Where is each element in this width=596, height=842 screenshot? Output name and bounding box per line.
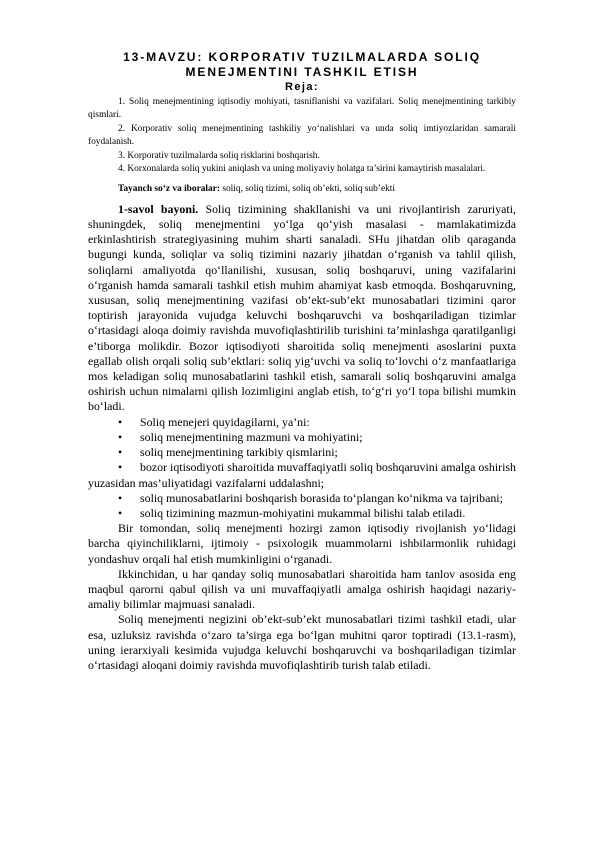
plan-item: 1. Soliq menejmentining iqtisodiy mohiyati, tasniflanishi va vazifalari. Soliq menejmentining tarkibiy qismlari. [88, 97, 516, 121]
bullet-text: soliq munosabatlarini boshqarish borasida to‘plangan ko‘nikma va tajribani; [140, 490, 503, 505]
bullet-item [88, 506, 516, 521]
title-line-2: MENEJMENTINI TASHKIL ETISH [185, 65, 419, 79]
bullet-item [88, 415, 516, 430]
plan-list [88, 96, 516, 176]
keywords-text: soliq, soliq tizimi, soliq ob’ekti, soliq sub’ekti [220, 184, 395, 195]
body-paragraph: Bir tomondan, soliq menejmenti hozirgi zamon iqtisodiy rivojlanish yo‘lidagi barcha qiyinchiliklarni, ijtimoiy - psixologik muammolarni ishbilarmonlik ruhidagi yondashuv orqali hal etish mumkinligini o‘rganadi. [88, 521, 516, 566]
bullet-text: bozor iqtisodiyoti sharoitida muvaffaqiyatli soliq boshqaruvini amalga oshirish yuzasidan mas’uliyatidagi vazifalarni uddalashni; [88, 460, 516, 490]
title-line-1: 13-MAVZU: KORPORATIV TUZILMALARDA SOLIQ [123, 50, 481, 64]
plan-item: 2. Korporativ soliq menejmentining tashkiliy yo‘nalishlari va unda soliq imtiyozlaridan samarali foydalanish. [88, 123, 516, 148]
plan-heading: Reja: [285, 81, 319, 93]
bullet-item [88, 430, 516, 445]
body-text [88, 202, 516, 673]
bullet-icon: • [118, 460, 123, 475]
bullet-text: soliq menejmentining tarkibiy qismlarini; [140, 445, 338, 460]
bullet-text: Soliq menejeri quyidagilarni, ya’ni: [140, 414, 310, 429]
bullet-icon: • [118, 445, 123, 460]
bullet-icon: • [118, 429, 123, 444]
section-heading: 1-savol bayoni. [118, 201, 199, 216]
bullet-text: soliq menejmentining mazmuni va mohiyatini; [140, 429, 363, 444]
document-title [88, 50, 516, 80]
intro-paragraph [88, 202, 516, 415]
bullet-item [88, 491, 516, 506]
bullet-item [88, 445, 516, 460]
bullet-text: soliq tizimining mazmun-mohiyatini mukammal bilishi talab etiladi. [140, 505, 466, 520]
body-paragraph: Soliq menejmenti negizini ob’ekt-sub’ekt munosabatlari tizimi tashkil etadi, ular esa, uzluksiz ravishda o‘zaro ta’sirga ega bo‘lgan muhitni qaror toptiradi (13.1-rasm), uning ierarxiyali kesimida vujudga keluvchi boshqaruvchi va boshqariladigan tizimlar o‘rtasidagi aloqani doimiy ravishda muvofiqlashtirib turish talab etiladi. [88, 612, 516, 672]
document-page [88, 50, 516, 673]
bullet-icon: • [118, 414, 123, 429]
bullet-item [88, 460, 516, 490]
intro-text: Soliq tizimining shakllanishi va uni rivojlantirish zaruriyati, shuningdek, soliq menejmentini yo‘lga qo‘yish masalasi - mamlakatimizda erkinlashtirish strategiyasining muhim sharti sanaladi. SHu jihatdan olib qaraganda bugungi kunda, soliqlar va soliq tizimini nazariy jihatdan o‘rganish va tahlil qilish, soliqlarni amaliyotda qo‘llanilishi, xususan, soliq boshqaruvi, uning vazifalarini o‘rganish hamda samarali tashkil etish muhim ahamiyat kasb etmoqda. Boshqaruvning, xususan, soliq menejmentining vazifasi ob’ekt-sub’ekt munosabatlari tizimini qaror toptirish jarayonida vujudga keluvchi boshqaruvchi va boshqariladigan tizimlar o‘rtasidagi aloqa doimiy ravishda muvofiqlashtirilib turishini ta’minlashga qaratilganligi e’tiborga molikdir. Bozor iqtisodiyoti sharoitida soliq menejmenti asoslarini puxta egallab olish orqali soliq sub’ektlari: soliq yig‘uvchi va soliq to‘lovchi o‘z manfaatlariga mos keladigan soliq munosabatlarini tashkil etish, samarali soliq boshqaruvini amalga oshirish uchun nimalarni qilish lozimligini anglab etish, to‘g‘ri yo‘l topa bilishi mumkin bo‘ladi. [88, 201, 517, 414]
keywords-line [88, 183, 516, 196]
plan-item: 3. Korporativ tuzilmalarda soliq risklarini boshqarish. [118, 150, 320, 161]
bullet-icon: • [118, 490, 123, 505]
body-paragraph: Ikkinchidan, u har qanday soliq munosabatlari sharoitida ham tanlov asosida eng maqbul qarorni qabul qilish va uni muvaffaqiyatli amalga oshirish haqidagi nazariy-amaliy bilimlar majmuasi sanaladi. [88, 566, 516, 612]
bullet-icon: • [118, 505, 123, 520]
plan-item: 4. Korxonalarda soliq yukini aniqlash va uning moliyaviy holatga ta’sirini kamaytirish masalalari. [118, 164, 486, 175]
keywords-label: Tayanch so‘z va iboralar: [118, 184, 220, 195]
